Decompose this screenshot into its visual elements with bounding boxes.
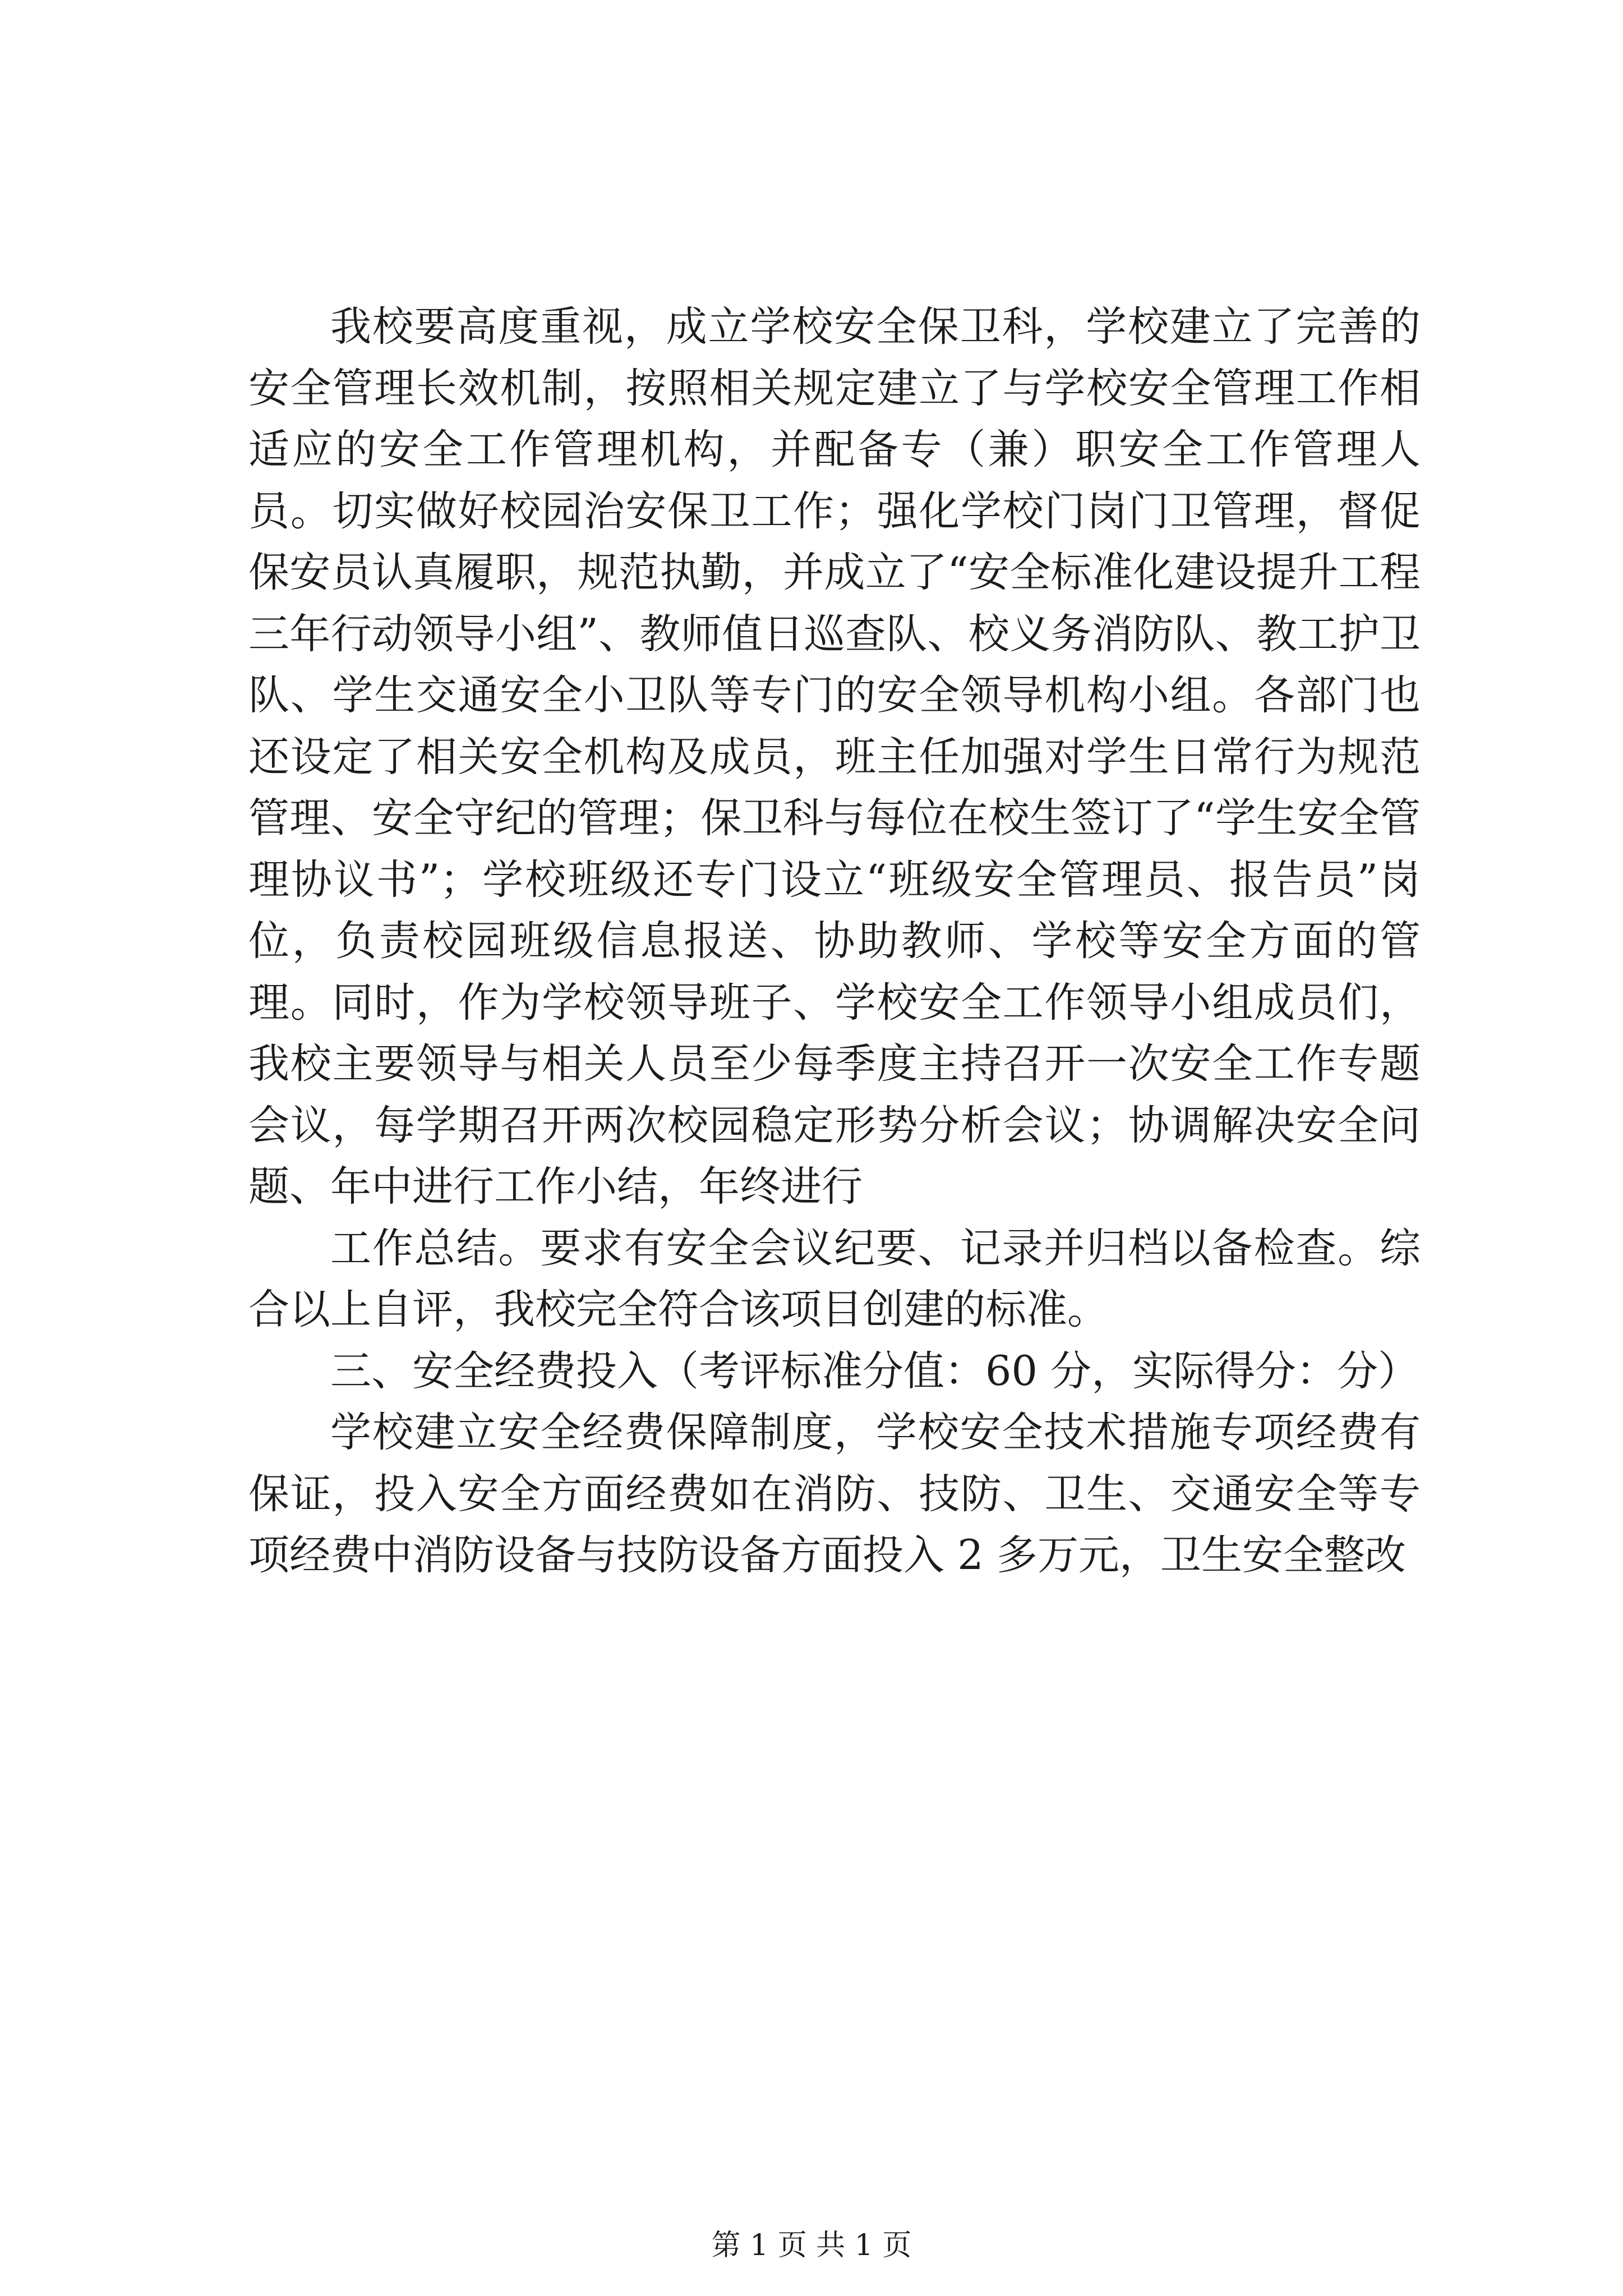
paragraph-1: 我校要高度重视，成立学校安全保卫科，学校建立了完善的安全管理长效机制，按照相关规定建立了与学校安全管理工作相适应的安全工作管理机构，并配备专（兼）职安全工作管理人员。切实做好校园治安保卫工作；强化学校门岗门卫管理，督促保安员认真履职，规范执勤，并成立了“安全标准化建设提升工程三年行动领导小组”、教师值日巡查队、校义务消防队、教工护卫队、学生交通安全小卫队等专门的安全领导机构小组。各部门也还设定了相关安全机构及成员，班主任加强对学生日常行为规范管理、安全守纪的管理；保卫科与每位在校生签订了“学生安全管理协议书”；学校班级还专门设立“班级安全管理员、报告员”岗位，负责校园班级信息报送、协助教师、学校等安全方面的管理。同时，作为学校领导班子、学校安全工作领导小组成员们，我校主要领导与相关人员至少每季度主持召开一次安全工作专题会议，每学期召开两次校园稳定形势分析会议；协调解决安全问题、年中进行工作小结，年终进行 (248, 303, 1421, 1211)
document-body (248, 296, 1421, 1586)
paragraph-2: 工作总结。要求有安全会议纪要、记录并归档以备检查。综合以上自评，我校完全符合该项目创建的标准。 (248, 1224, 1421, 1333)
section-heading: 三、安全经费投入（考评标准分值：60 分，实际得分：分） (330, 1347, 1419, 1395)
page-footer: 第 1 页 共 1 页 (711, 2229, 912, 2262)
paragraph-3: 学校建立安全经费保障制度，学校安全技术措施专项经费有保证，投入安全方面经费如在消防、技防、卫生、交通安全等专项经费中消防设备与技防设备方面投入 2 多万元，卫生安全整改 (248, 1409, 1421, 1579)
